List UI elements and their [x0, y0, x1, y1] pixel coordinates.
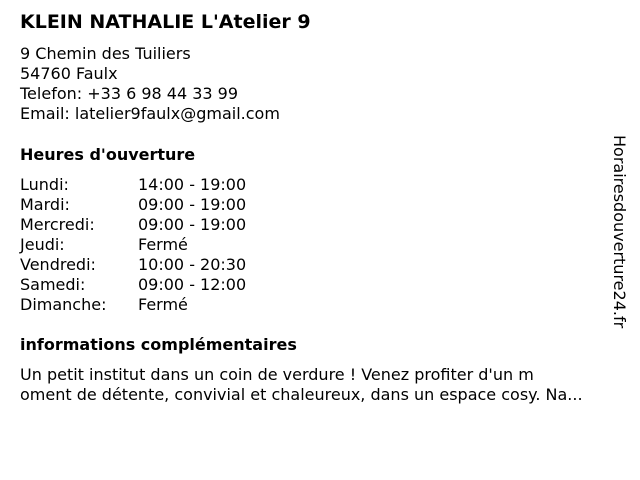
day-time: Fermé	[138, 235, 188, 254]
phone-number: Telefon: +33 6 98 44 33 99	[20, 84, 239, 103]
hours-row-saturday	[20, 275, 246, 295]
hours-row-monday	[20, 175, 246, 195]
day-time: 09:00 - 19:00	[138, 195, 247, 214]
day-time: 09:00 - 12:00	[138, 275, 247, 294]
day-time: 09:00 - 19:00	[138, 215, 247, 234]
email-address: Email: latelier9faulx@gmail.com	[20, 104, 280, 123]
additional-info-heading: informations complémentaires	[20, 335, 297, 354]
day-label: Samedi:	[20, 275, 86, 294]
day-label: Dimanche:	[20, 295, 107, 314]
description-line: oment de détente, convivial et chaleureux, dans un espace cosy. Na...	[20, 385, 583, 404]
business-name: KLEIN NATHALIE L'Atelier 9	[20, 11, 311, 33]
day-label: Jeudi:	[20, 235, 65, 254]
hours-row-sunday	[20, 295, 246, 315]
opening-hours-heading: Heures d'ouverture	[20, 145, 196, 164]
hours-row-friday	[20, 255, 246, 275]
description-line: Un petit institut dans un coin de verdure ! Venez profiter d'un m	[20, 365, 534, 384]
city-postal: 54760 Faulx	[20, 64, 118, 83]
site-watermark: Horairesdouverture24.fr	[610, 135, 629, 329]
day-time: Fermé	[138, 295, 188, 314]
hours-row-wednesday	[20, 215, 246, 235]
hours-row-tuesday	[20, 195, 246, 215]
day-label: Lundi:	[20, 175, 69, 194]
day-time: 14:00 - 19:00	[138, 175, 247, 194]
additional-info-text	[20, 365, 632, 405]
day-label: Vendredi:	[20, 255, 96, 274]
day-label: Mardi:	[20, 195, 70, 214]
hours-row-thursday	[20, 235, 246, 255]
address-block	[20, 44, 280, 124]
day-time: 10:00 - 20:30	[138, 255, 247, 274]
opening-hours-table	[20, 175, 246, 315]
day-label: Mercredi:	[20, 215, 95, 234]
street-address: 9 Chemin des Tuiliers	[20, 44, 191, 63]
